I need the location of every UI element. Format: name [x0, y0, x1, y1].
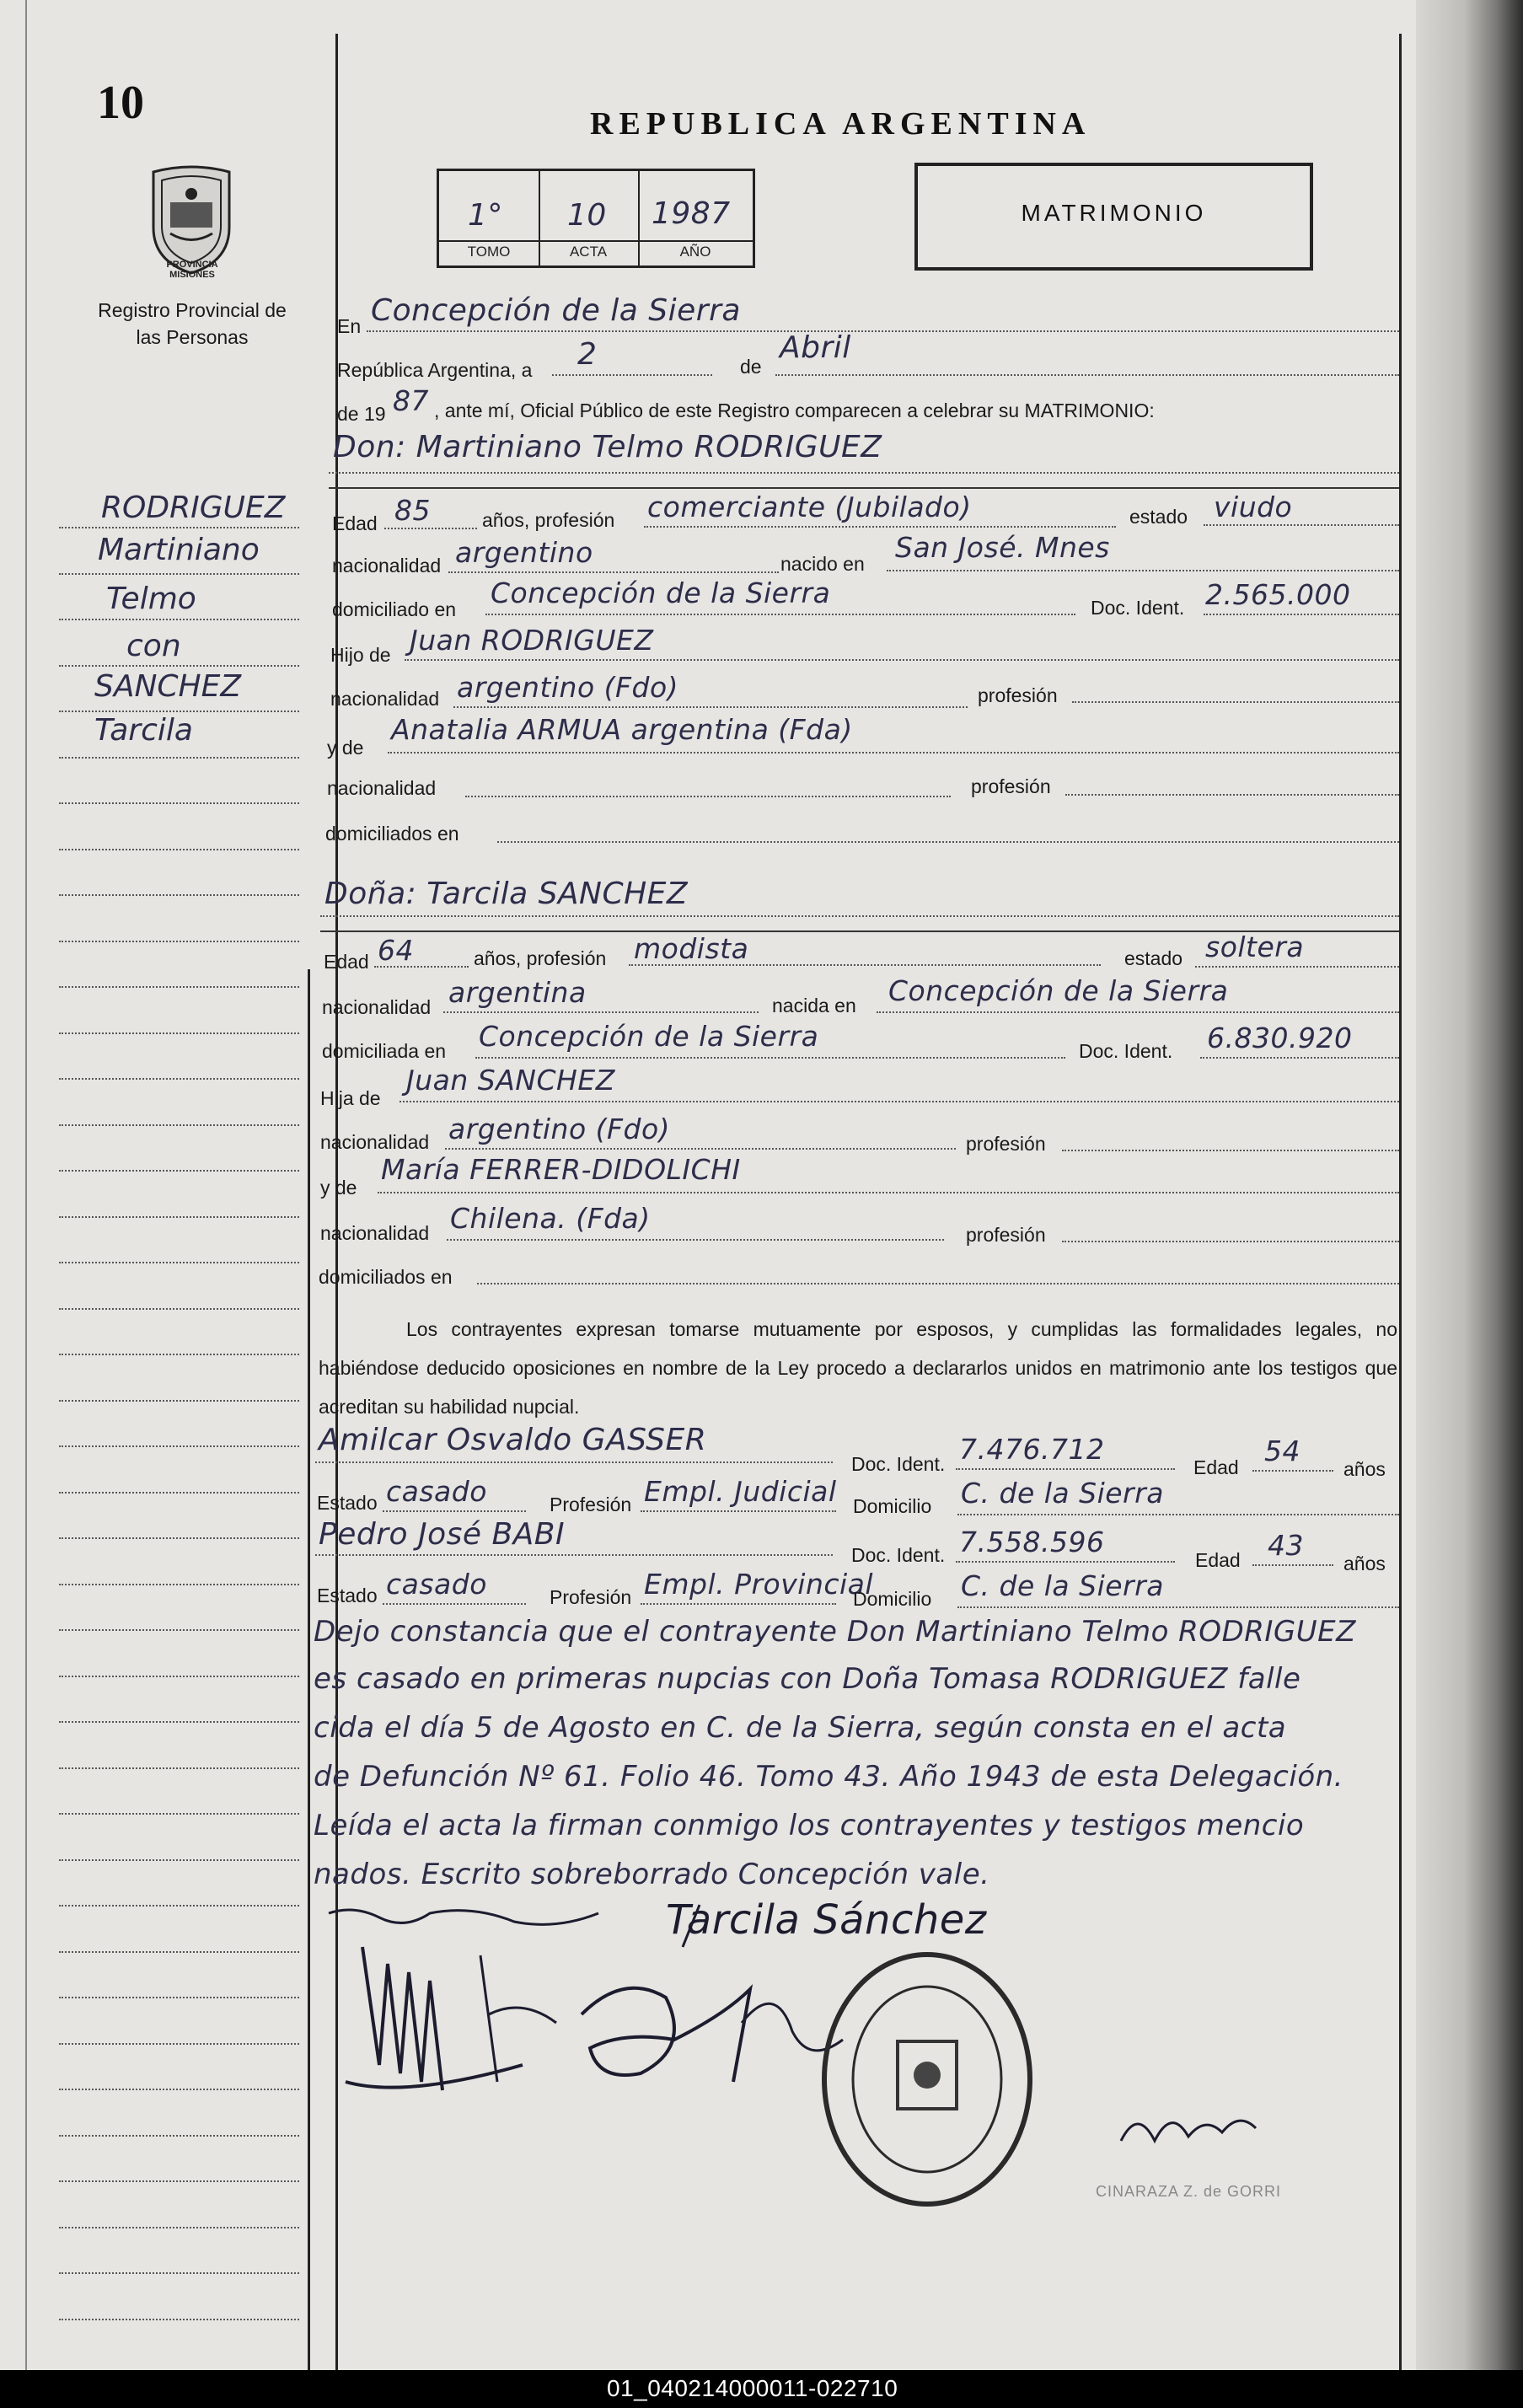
witness2-doc: 7.558.596	[959, 1526, 1105, 1558]
groom-domiciliados-line	[497, 841, 1399, 843]
witness2-doc-line	[956, 1561, 1175, 1563]
margin-ruled-line	[59, 527, 299, 528]
round-stamp-icon	[818, 1949, 1037, 2210]
bride-profesion-madre-label: profesión	[966, 1224, 1046, 1246]
groom-nac-padre-line	[453, 706, 968, 708]
bride-profesion: modista	[634, 932, 749, 965]
de-label: de	[740, 356, 762, 378]
bride-estado-line	[1195, 966, 1399, 968]
shield-icon	[145, 162, 238, 276]
groom-nacido: San José. Mnes	[895, 531, 1110, 564]
margin-groom-given1: Martiniano	[98, 533, 260, 567]
margin-ruled-line	[59, 2319, 299, 2320]
bride-domicilio: Concepción de la Sierra	[479, 1020, 819, 1053]
groom-profesion-padre-label: profesión	[978, 684, 1058, 706]
anio-value: 1987	[652, 196, 731, 231]
witness1-estado-label: Estado	[317, 1492, 378, 1514]
note-line-6: nados. Escrito sobreborrado Concepción vale.	[314, 1858, 990, 1891]
witness1-anos-label: años	[1343, 1458, 1386, 1480]
groom-doc-label: Doc. Ident.	[1091, 597, 1185, 619]
bride-domiciliados-label: domiciliados en	[319, 1266, 453, 1288]
margin-ruled-line	[59, 1170, 299, 1172]
groom-nac-line	[448, 571, 779, 573]
bride-nacida: Concepción de la Sierra	[888, 974, 1229, 1007]
groom-dom-line	[485, 614, 1075, 615]
witness1-edad-label: Edad	[1193, 1456, 1239, 1478]
province-seal	[145, 162, 238, 276]
bride-domiciliados-line	[477, 1283, 1399, 1284]
bride-edad: 64	[378, 934, 414, 967]
groom-madre-line	[388, 752, 1399, 754]
en-label: En	[337, 315, 362, 337]
witness2-estado: casado	[386, 1568, 487, 1601]
margin-ruled-line	[59, 986, 299, 988]
intro-day: 2	[577, 337, 598, 372]
margin-ruled-line	[59, 1445, 299, 1447]
bride-estado: soltera	[1205, 930, 1305, 963]
right-border-rule	[1399, 34, 1402, 2377]
groom-profesion-padre-line	[1072, 701, 1399, 703]
groom-estado-line	[1204, 524, 1399, 526]
note-line-5: Leída el acta la firman conmigo los contrayentes y testigos mencio	[314, 1809, 1305, 1842]
margin-groom-surname: RODRIGUEZ	[101, 491, 286, 525]
bride-doc-label: Doc. Ident.	[1079, 1040, 1173, 1062]
intro-place-line	[367, 330, 1399, 332]
groom-profesion: comerciante (Jubilado)	[647, 491, 972, 523]
anio-label: AÑO	[679, 244, 711, 260]
groom-doc-line	[1204, 614, 1399, 615]
year-prefix: de 19	[337, 403, 386, 425]
witness2-domicilio-label: Domicilio	[853, 1588, 932, 1610]
intro-month-line	[775, 374, 1399, 376]
witness2-anos-label: años	[1343, 1553, 1386, 1574]
margin-ruled-line	[59, 1492, 299, 1494]
bride-nac-madre: Chilena. (Fda)	[450, 1202, 651, 1235]
groom-edad-line	[384, 528, 477, 529]
bride-profesion-madre-line	[1062, 1241, 1399, 1242]
bride-nacida-line	[877, 1011, 1399, 1013]
groom-rule	[329, 487, 1399, 489]
witness2-edad-line	[1252, 1564, 1333, 1566]
margin-ruled-line	[59, 2272, 299, 2274]
witness2-estado-label: Estado	[317, 1585, 378, 1606]
witness2-profesion-line	[641, 1603, 836, 1605]
tomo-label: TOMO	[467, 244, 511, 260]
bride-nac-padre-line	[445, 1148, 956, 1150]
margin-ruled-line	[59, 1951, 299, 1953]
book-spine	[1416, 0, 1523, 2408]
margin-ruled-line	[59, 2089, 299, 2090]
margin-ruled-line	[59, 1400, 299, 1402]
witness1-name: Amilcar Osvaldo GASSER	[319, 1423, 707, 1457]
bride-nac-padre-label: nacionalidad	[320, 1131, 430, 1153]
groom-domicilio: Concepción de la Sierra	[491, 577, 831, 609]
witness1-edad: 54	[1264, 1435, 1300, 1467]
year-suffix: 87	[393, 384, 429, 417]
bride-edad-line	[374, 966, 469, 968]
bride-signature-text: Tarcila Sánchez	[666, 1896, 987, 1944]
note-line-3: cida el día 5 de Agosto en C. de la Sierra, según consta en el acta	[314, 1711, 1287, 1745]
groom-nac-padre: argentino (Fdo)	[457, 671, 679, 704]
bride-nac-line	[443, 1011, 759, 1013]
witness1-doc-line	[956, 1468, 1175, 1470]
witness1-domicilio: C. de la Sierra	[961, 1477, 1164, 1510]
bride-dom-label: domiciliada en	[322, 1040, 447, 1062]
intro-month: Abril	[780, 330, 851, 365]
groom-padre-line	[405, 659, 1399, 661]
groom-dom-label: domiciliado en	[332, 598, 457, 620]
groom-profesion-madre-label: profesión	[971, 775, 1051, 797]
note-line-1: Dejo constancia que el contrayente Don Martiniano Telmo RODRIGUEZ	[314, 1615, 1356, 1649]
groom-nac-padre-label: nacionalidad	[330, 688, 440, 710]
acta-value: 10	[567, 198, 607, 233]
witness1-estado-line	[383, 1510, 526, 1512]
margin-ruled-line	[59, 2043, 299, 2045]
margin-ruled-line	[59, 757, 299, 759]
groom-nacido-line	[887, 570, 1399, 571]
groom-nac-label: nacionalidad	[332, 555, 442, 577]
act-type-box	[914, 163, 1313, 271]
witness1-doc: 7.476.712	[959, 1433, 1105, 1466]
groom-anos-label: años, profesión	[482, 509, 615, 531]
intro-statement: , ante mí, Oficial Público de este Registro comparecen a celebrar su MATRIMONIO:	[434, 400, 1155, 421]
margin-ruled-line	[59, 849, 299, 850]
bride-padre-line	[400, 1101, 1399, 1102]
margin-ruled-line	[59, 1629, 299, 1631]
witness1-edad-line	[1252, 1470, 1333, 1472]
witness2-edad: 43	[1268, 1529, 1304, 1562]
main-area-left-rule	[308, 969, 310, 2377]
declaration-text: Los contrayentes expresan tomarse mutuamente por esposos, y cumplidas las formalidades legales, no habiéndose deducido oposiciones en nombre de la Ley procedo a declararlos unidos en matrimonio ante los testigos que acreditan su habilidad nupcial.	[319, 1318, 1397, 1418]
witness2-edad-label: Edad	[1195, 1549, 1241, 1571]
groom-madre: Anatalia ARMUA argentina (Fda)	[391, 713, 853, 746]
margin-ruled-line	[59, 1997, 299, 1998]
witness1-doc-label: Doc. Ident.	[851, 1453, 946, 1475]
witness1-profesion-line	[641, 1510, 836, 1512]
groom-padre: Juan RODRIGUEZ	[410, 624, 654, 657]
intro-day-line	[552, 374, 712, 376]
witness2-profesion: Empl. Provincial	[644, 1568, 874, 1601]
bride-estado-label: estado	[1124, 947, 1183, 969]
margin-ruled-line	[59, 573, 299, 575]
registry-name: Registro Provincial de las Personas	[98, 299, 287, 348]
witness2-domicilio-line	[957, 1606, 1399, 1608]
seal-caption: PROVINCIA MISIONES	[166, 260, 218, 280]
bride-nacionalidad: argentina	[448, 976, 587, 1009]
margin-ruled-line	[59, 711, 299, 712]
groom-nac-madre-line	[465, 796, 951, 797]
witness2-profesion-label: Profesión	[550, 1586, 632, 1608]
margin-ruled-line	[59, 1124, 299, 1126]
bride-madre-line	[378, 1192, 1399, 1193]
groom-hijo-label: Hijo de	[330, 644, 391, 666]
groom-edad: 85	[394, 494, 431, 527]
witness1-profesion-label: Profesión	[550, 1494, 632, 1515]
margin-ruled-line	[59, 1354, 299, 1355]
official-seal	[818, 1949, 1037, 2210]
witness1-domicilio-label: Domicilio	[853, 1495, 932, 1517]
margin-ruled-line	[59, 1721, 299, 1723]
margin-ruled-line	[59, 1859, 299, 1861]
acta-label: ACTA	[569, 244, 608, 260]
margin-ruled-line	[59, 665, 299, 667]
bride-yde-label: y de	[320, 1177, 357, 1199]
margin-ruled-line	[59, 1308, 299, 1310]
bride-nacida-label: nacida en	[772, 995, 856, 1016]
caption-divider	[439, 240, 753, 242]
note-line-2: es casado en primeras nupcias con Doña Tomasa RODRIGUEZ falle	[314, 1662, 1301, 1696]
groom-yde-label: y de	[327, 737, 364, 759]
bride-nac-label: nacionalidad	[322, 996, 432, 1018]
groom-nac-madre-label: nacionalidad	[327, 777, 437, 799]
bride-profesion-line	[629, 964, 1101, 966]
margin-groom-given2: Telmo	[106, 582, 196, 616]
bride-doc-line	[1200, 1057, 1399, 1059]
margin-ruled-line	[59, 1767, 299, 1769]
page-number: 10	[97, 77, 144, 129]
republica-label: República Argentina, a	[337, 359, 533, 381]
margin-ruled-line	[59, 1584, 299, 1585]
groom-edad-label: Edad	[332, 512, 378, 534]
groom-nacionalidad: argentino	[455, 536, 593, 569]
margin-ruled-line	[59, 1537, 299, 1539]
margin-ruled-line	[59, 1813, 299, 1815]
witness2-name: Pedro José BABI	[319, 1517, 566, 1552]
witness1-profesion: Empl. Judicial	[644, 1475, 837, 1508]
margin-ruled-line	[59, 2227, 299, 2228]
bride-padre: Juan SANCHEZ	[406, 1064, 615, 1097]
groom-name-line	[329, 472, 1399, 474]
margin-con: con	[126, 629, 181, 663]
witness1-estado: casado	[386, 1475, 487, 1508]
bride-nac-padre: argentino (Fdo)	[448, 1113, 671, 1145]
note-line-4: de Defunción Nº 61. Folio 46. Tomo 43. Año 1943 de esta Delegación.	[314, 1760, 1343, 1794]
bride-doc: 6.830.920	[1207, 1022, 1353, 1054]
margin-ruled-line	[59, 1676, 299, 1677]
bride-madre: María FERRER-DIDOLICHI	[381, 1153, 741, 1186]
margin-ruled-line	[59, 894, 299, 896]
margin-ruled-line	[59, 802, 299, 804]
margin-ruled-line	[59, 2135, 299, 2137]
witness2-domicilio: C. de la Sierra	[961, 1569, 1164, 1602]
margin-ruled-line	[59, 1078, 299, 1080]
margin-bride-given: Tarcila	[94, 713, 193, 748]
groom-name: Don: Martiniano Telmo RODRIGUEZ	[333, 430, 882, 464]
margin-ruled-line	[59, 1262, 299, 1263]
official-stamp-text: CINARAZA Z. de GORRI	[1096, 2183, 1282, 2200]
margin-ruled-line	[59, 941, 299, 942]
margin-ruled-line	[59, 2180, 299, 2182]
groom-doc: 2.565.000	[1205, 578, 1351, 611]
bride-name: Doña: Tarcila SANCHEZ	[324, 877, 689, 911]
witness2-name-line	[315, 1554, 833, 1556]
file-id: 01_040214000011-022710	[607, 2375, 898, 2401]
bride-anos-label: años, profesión	[474, 947, 607, 969]
witness2-estado-line	[383, 1603, 526, 1605]
margin-ruled-line	[59, 1216, 299, 1218]
country-title: REPUBLICA ARGENTINA	[590, 106, 1091, 142]
groom-nacido-label: nacido en	[780, 553, 865, 575]
groom-estado-label: estado	[1129, 506, 1188, 528]
margin-ruled-line	[59, 1905, 299, 1907]
bride-profesion-padre-label: profesión	[966, 1133, 1046, 1155]
groom-estado: viudo	[1214, 491, 1293, 523]
margin-ruled-line	[59, 1032, 299, 1034]
bride-edad-label: Edad	[324, 951, 369, 973]
witness2-doc-label: Doc. Ident.	[851, 1544, 946, 1566]
groom-domiciliados-label: domiciliados en	[325, 823, 459, 845]
margin-ruled-line	[59, 619, 299, 620]
official-signature	[1113, 2099, 1281, 2166]
groom-profesion-madre-line	[1065, 794, 1399, 796]
intro-place: Concepción de la Sierra	[371, 293, 741, 328]
act-type: MATRIMONIO	[1021, 200, 1207, 226]
bride-dom-line	[475, 1057, 1065, 1059]
tomo-value: 1°	[468, 198, 503, 233]
bride-nac-madre-line	[447, 1239, 944, 1241]
bride-profesion-padre-line	[1062, 1150, 1399, 1151]
bride-name-line	[320, 915, 1399, 917]
witness1-domicilio-line	[957, 1514, 1399, 1515]
record-number-box	[437, 169, 755, 268]
witness1-name-line	[315, 1461, 833, 1463]
groom-profesion-line	[644, 526, 1116, 528]
bride-hija-label: Hija de	[320, 1087, 381, 1109]
margin-bride-surname: SANCHEZ	[94, 669, 242, 704]
left-page-edge	[25, 0, 27, 2377]
bride-nac-madre-label: nacionalidad	[320, 1222, 430, 1244]
